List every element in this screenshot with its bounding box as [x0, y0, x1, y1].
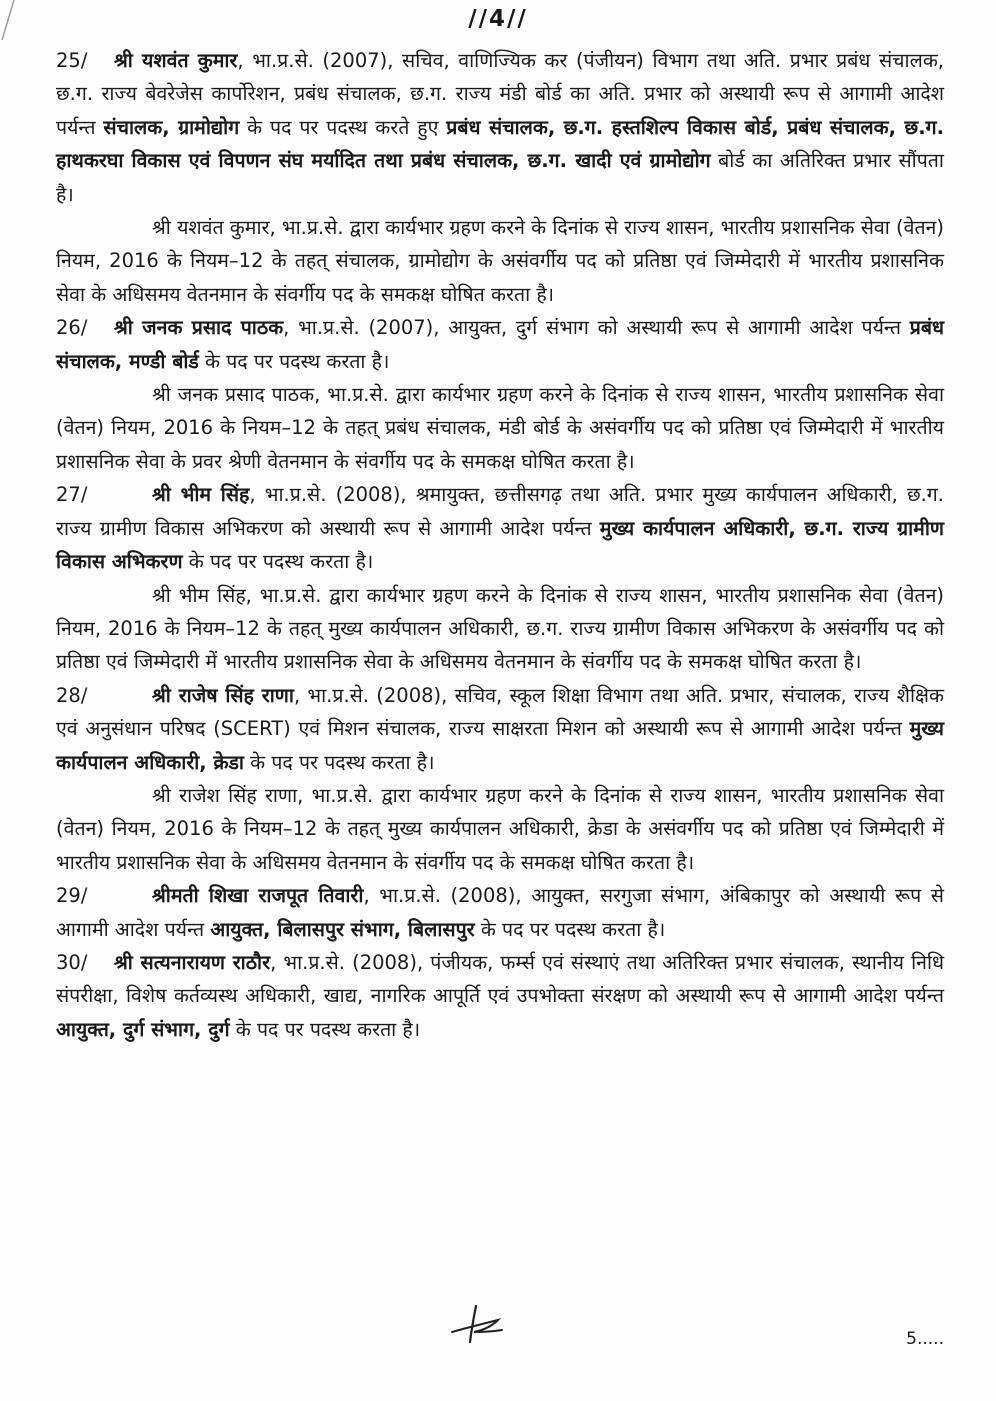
- pay-scale-declaration-paragraph: श्री भीम सिंह, भा.प्र.से. द्वारा कार्यभार ग्रहण करने के दिनांक से राज्य शासन, भारतीय प्रशासनिक सेवा (वेतन) नियम, 2016 के नियम–12 के तहत् मुख्य कार्यपालन अधिकारी, छ.ग. राज्य ग्रामीण विकास अभिकरण के असंवर्गीय पद को प्रतिष्ठा एवं जिम्मेदारी में भारतीय प्रशासनिक सेवा के अधिसमय वेतनमान के संवर्गीय पद के समकक्ष घोषित करता है।: [56, 583, 944, 674]
- page-number: //4//: [468, 6, 528, 32]
- text-segment: के पद पर पदस्थ करता है।: [229, 1017, 421, 1041]
- order-entry-paragraph: [56, 679, 944, 779]
- bold-text-segment: श्री सत्यनारायण राठौर: [114, 950, 271, 974]
- text-segment: बोर्ड का अतिरिक्त प्रभार सौंपता है।: [56, 149, 944, 206]
- entry-number: 30/: [56, 950, 88, 974]
- text-segment: के पद पर पदस्थ करते हुए: [239, 115, 447, 139]
- order-entry-paragraph: [56, 946, 944, 1046]
- text-segment: , भा.प्र.से. (2007), आयुक्त, दुर्ग संभाग को अस्थायी रूप से आगामी आदेश पर्यन्त: [283, 316, 910, 340]
- order-entry: [56, 478, 944, 678]
- bold-text-segment: मुख्य कार्यपालन अधिकारी, क्रेडा: [56, 717, 944, 774]
- bold-text-segment: श्रीमती शिखा राजपूत तिवारी: [152, 884, 364, 908]
- pay-scale-declaration-paragraph: श्री राजेश सिंह राणा, भा.प्र.से. द्वारा कार्यभार ग्रहण करने के दिनांक से राज्य शासन, भारतीय प्रशासनिक सेवा (वेतन) नियम, 2016 के नियम–12 के तहत् मुख्य कार्यपालन अधिकारी, क्रेडा के असंवर्गीय पद को प्रतिष्ठा एवं जिम्मेदारी में भारतीय प्रशासनिक सेवा के अधिसमय वेतनमान के संवर्गीय पद के समकक्ष घोषित करता है।: [56, 783, 944, 874]
- bold-text-segment: श्री भीम सिंह: [152, 483, 250, 507]
- entry-number: 27/: [56, 483, 88, 507]
- bold-text-segment: श्री यशवंत कुमार: [114, 49, 238, 72]
- bold-text-segment: आयुक्त, दुर्ग संभाग, दुर्ग: [56, 1017, 230, 1041]
- bold-text-segment: प्रबंध संचालक, छ.ग. हस्तशिल्प विकास बोर्ड, प्रबंध संचालक, छ.ग. हाथकरघा विकास एवं विपणन संघ मर्यादित तथा प्रबंध संचालक, छ.ग. खादी एवं ग्रामोद्योग: [56, 115, 944, 173]
- order-entry: [56, 879, 944, 946]
- text-segment: , भा.प्र.से. (2007), सचिव, वाणिज्यिक कर (पंजीयन) विभाग तथा अति. प्रभार प्रबंध संचालक, छ.ग. राज्य बेवरेजेस कार्पोरेशन, प्रबंध संचालक, छ.ग. राज्य मंडी बोर्ड का अति. प्रभार को अस्थायी रूप से आगामी आदेश पर्यन्त: [56, 49, 944, 139]
- order-entry-paragraph: [56, 44, 944, 211]
- entry-number: 25/: [56, 49, 88, 72]
- bold-text-segment: मुख्य कार्यपालन अधिकारी, छ.ग. राज्य ग्रामीण विकास अभिकरण: [56, 516, 944, 574]
- order-body: [56, 44, 944, 1046]
- order-entry: [56, 311, 944, 478]
- bold-text-segment: प्रबंध संचालक, मण्डी बोर्ड: [56, 316, 944, 373]
- text-segment: के पद पर पदस्थ करता है।: [243, 750, 435, 774]
- order-entry-paragraph: [56, 311, 944, 378]
- entry-number: 29/: [56, 884, 88, 908]
- order-entry: [56, 44, 944, 311]
- text-segment: , भा.प्र.से. (2008), पंजीयक, फर्म्स एवं संस्थाएं तथा अतिरिक्त प्रभार संचालक, स्थानीय निधि संपरीक्षा, विशेष कर्तव्यस्थ अधिकारी, खाद्य, नागरिक आपूर्ति एवं उपभोक्ता संरक्षण को अस्थायी रूप से आगामी आदेश पर्यन्त: [56, 950, 944, 1008]
- bold-text-segment: श्री राजेष सिंह राणा: [152, 683, 294, 707]
- pay-scale-declaration-paragraph: श्री यशवंत कुमार, भा.प्र.से. द्वारा कार्यभार ग्रहण करने के दिनांक से राज्य शासन, भारतीय प्रशासनिक सेवा (वेतन) नियम, 2016 के नियम–12 के तहत् संचालक, ग्रामोद्योग के असंवर्गीय पद को प्रतिष्ठा एवं जिम्मेदारी में भारतीय प्रशासनिक सेवा के अधिसमय वेतनमान के संवर्गीय पद के समकक्ष घोषित करता है।: [56, 216, 944, 306]
- text-segment: , भा.प्र.से. (2008), आयुक्त, सरगुजा संभाग, अंबिकापुर को अस्थायी रूप से आगामी आदेश पर्यन्त: [56, 884, 944, 941]
- order-entry-paragraph: [56, 478, 944, 578]
- signature-mark: [446, 1302, 510, 1346]
- order-entry: [56, 946, 944, 1046]
- text-segment: , भा.प्र.से. (2008), श्रमायुक्त, छत्तीसगढ़ तथा अति. प्रभार मुख्य कार्यपालन अधिकारी, छ.ग. राज्य ग्रामीण विकास अभिकरण को अस्थायी रूप से आगामी आदेश पर्यन्त: [56, 483, 944, 540]
- text-segment: के पद पर पदस्थ करता है।: [198, 349, 390, 373]
- continued-page-marker: 5.....: [906, 1329, 944, 1349]
- order-entry: [56, 679, 944, 879]
- text-segment: , भा.प्र.से. (2008), सचिव, स्कूल शिक्षा विभाग तथा अति. प्रभार, संचालक, राज्य शैक्षिक एवं अनुसंधान परिषद (SCERT) एवं मिशन संचालक, राज्य साक्षरता मिशन को अस्थायी रूप से आगामी आदेश पर्यन्त: [56, 683, 944, 741]
- text-segment: के पद पर पदस्थ करता है।: [182, 550, 374, 574]
- entry-number: 26/: [56, 316, 88, 340]
- bold-text-segment: श्री जनक प्रसाद पाठक: [114, 316, 284, 340]
- text-segment: के पद पर पदस्थ करता है।: [474, 917, 666, 941]
- bold-text-segment: संचालक, ग्रामोद्योग: [103, 115, 240, 139]
- order-entry-paragraph: [56, 879, 944, 946]
- pay-scale-declaration-paragraph: श्री जनक प्रसाद पाठक, भा.प्र.से. द्वारा कार्यभार ग्रहण करने के दिनांक से राज्य शासन, भारतीय प्रशासनिक सेवा (वेतन) नियम, 2016 के नियम–12 के तहत् प्रबंध संचालक, मंडी बोर्ड के असंवर्गीय पद को प्रतिष्ठा एवं जिम्मेदारी में भारतीय प्रशासनिक सेवा के प्रवर श्रेणी वेतनमान के संवर्गीय पद के समकक्ष घोषित करता है।: [56, 383, 944, 473]
- entry-number: 28/: [56, 683, 88, 707]
- bold-text-segment: आयुक्त, बिलासपुर संभाग, बिलासपुर: [210, 917, 475, 941]
